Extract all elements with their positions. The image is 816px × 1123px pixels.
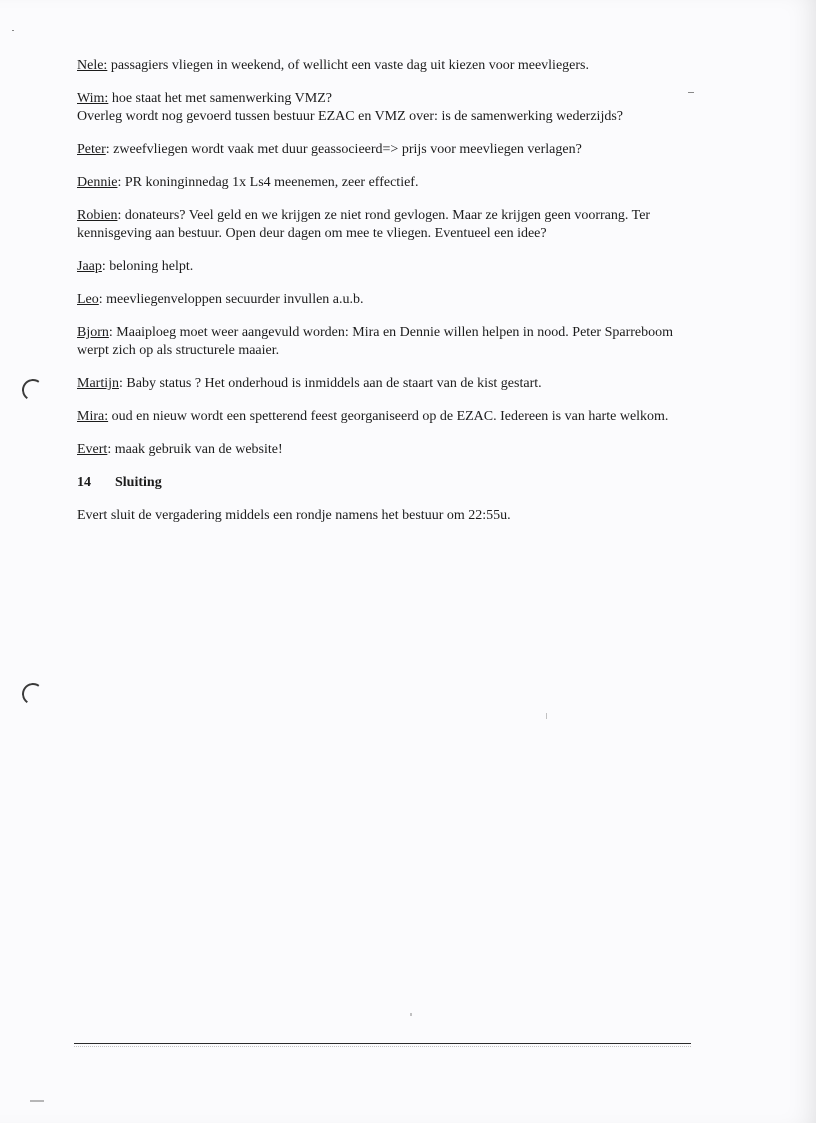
entry-text: : meevliegenveloppen secuurder invullen a.u.b.	[98, 292, 364, 307]
entry-text: : PR koninginnedag 1x Ls4 meenemen, zeer effectief.	[117, 175, 419, 190]
entry-martijn	[77, 375, 697, 393]
entry-evert	[77, 441, 697, 459]
entry-text: passagiers vliegen in weekend, of wellicht een vaste dag uit kiezen voor meevliegers.	[107, 58, 589, 73]
entry-leo	[77, 291, 697, 309]
entry-text: : zweefvliegen wordt vaak met duur geassocieerd=> prijs voor meevliegen verlagen?	[105, 142, 582, 157]
speaker-name: Peter	[77, 142, 106, 157]
entry-peter	[77, 141, 697, 159]
entry-robien	[77, 207, 697, 243]
speaker-name: Leo	[77, 292, 99, 307]
entry-text: : donateurs? Veel geld en we krijgen ze niet rond gevlogen. Maar ze krijgen geen voorrang. Ter kennisgeving aan bestuur. Open deur dagen om mee te vliegen. Eventueel een idee?	[77, 208, 651, 241]
scan-speck	[12, 30, 14, 31]
scan-speck	[30, 1100, 44, 1102]
entry-text: : beloning helpt.	[101, 259, 194, 274]
entry-text: : maak gebruik van de website!	[107, 442, 283, 457]
meeting-notes	[77, 57, 697, 540]
footer-faint-text	[74, 1046, 691, 1055]
speaker-name: Dennie	[77, 175, 118, 190]
entry-text: hoe staat het met samenwerking VMZ?	[108, 91, 333, 106]
section-title: Sluiting	[115, 475, 162, 490]
entry-mira	[77, 408, 697, 426]
entry-jaap	[77, 258, 697, 276]
scan-speck	[546, 713, 547, 719]
speaker-name: Bjorn	[77, 325, 109, 340]
speaker-name: Robien	[77, 208, 118, 223]
speaker-name: Evert	[77, 442, 108, 457]
entry-text: : Baby status ? Het onderhoud is inmiddels aan de staart van de kist gestart.	[119, 376, 542, 391]
speaker-name: Jaap	[77, 259, 102, 274]
section-heading	[77, 474, 697, 492]
punch-hole-top	[20, 377, 45, 402]
entry-dennie	[77, 174, 697, 192]
speaker-name: Mira:	[77, 409, 109, 424]
scan-speck	[688, 92, 694, 93]
scan-speck	[410, 1013, 412, 1016]
entry-bjorn	[77, 324, 697, 360]
footer-rule	[74, 1043, 691, 1044]
entry-text: oud en nieuw wordt een spetterend feest georganiseerd op de EZAC. Iedereen is van harte welkom.	[108, 409, 669, 424]
entry-wim	[77, 90, 697, 126]
section-number: 14	[77, 475, 91, 490]
entry-nele	[77, 57, 697, 75]
entry-text: : Maaiploeg moet weer aangevuld worden: Mira en Dennie willen helpen in nood. Peter Sparreboom werpt zich op als structurele maaier.	[77, 325, 673, 358]
entry-text-continued: Overleg wordt nog gevoerd tussen bestuur EZAC en VMZ over: is de samenwerking wederzijds?	[77, 109, 623, 124]
speaker-name: Nele:	[77, 58, 108, 73]
speaker-name: Martijn	[77, 376, 119, 391]
speaker-name: Wim:	[77, 91, 109, 106]
punch-hole-bottom	[20, 681, 45, 706]
closing-paragraph: Evert sluit de vergadering middels een rondje namens het bestuur om 22:55u.	[77, 508, 511, 523]
